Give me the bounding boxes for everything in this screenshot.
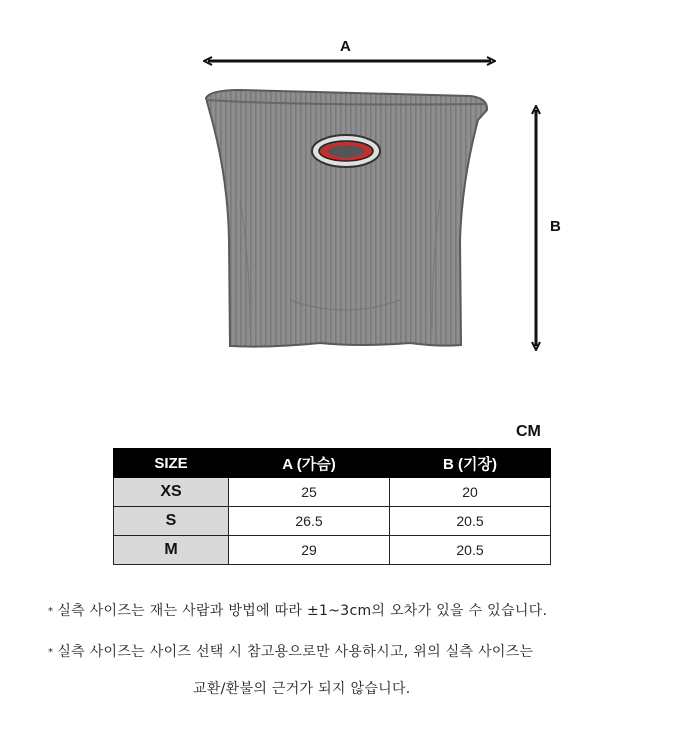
size-cell: M — [114, 536, 229, 565]
asterisk-mark: * — [48, 605, 54, 617]
size-table — [113, 448, 551, 565]
logo-plate — [312, 135, 380, 167]
note-text-2: 실측 사이즈는 사이즈 선택 시 참고용으로만 사용하시고, 위의 실측 사이즈는 — [57, 644, 534, 660]
unit-label: CM — [516, 423, 541, 440]
dimension-label-a: A — [340, 38, 351, 55]
dimension-label-b: B — [550, 218, 561, 235]
note-text-1: 실측 사이즈는 재는 사람과 방법에 따라 ±1~3cm의 오차가 있을 수 있습니다. — [57, 603, 548, 619]
asterisk-mark: * — [48, 646, 54, 658]
value-a-cell: 25 — [229, 478, 390, 507]
value-b-cell: 20 — [390, 478, 551, 507]
table-row — [114, 507, 551, 536]
value-a-cell: 29 — [229, 536, 390, 565]
value-b-cell: 20.5 — [390, 507, 551, 536]
note-line-2 — [48, 641, 533, 661]
table-row — [114, 536, 551, 565]
size-cell: XS — [114, 478, 229, 507]
tube-top-image — [206, 90, 487, 347]
table-header-row — [114, 449, 551, 478]
header-a: A (가슴) — [229, 449, 390, 478]
value-a-cell: 26.5 — [229, 507, 390, 536]
note-line-3: 교환/환불의 근거가 되지 않습니다. — [193, 681, 411, 697]
table-row — [114, 478, 551, 507]
size-cell: S — [114, 507, 229, 536]
header-size: SIZE — [114, 449, 229, 478]
header-b: B (기장) — [390, 449, 551, 478]
value-b-cell: 20.5 — [390, 536, 551, 565]
note-line-1 — [48, 600, 547, 620]
